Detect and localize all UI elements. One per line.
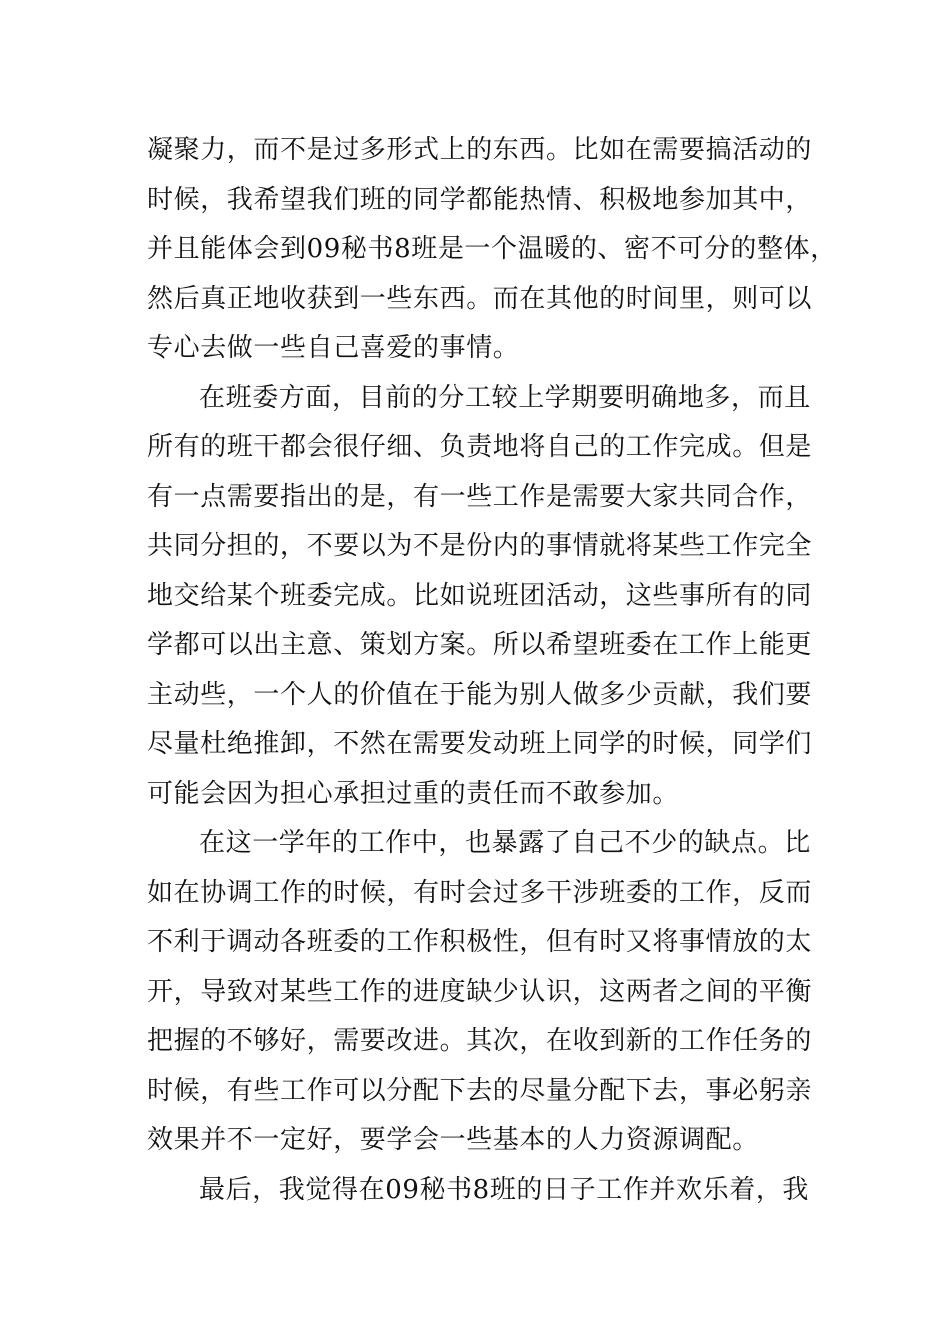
text-line: 效果并不一定好，要学会一些基本的人力资源调配。 [147,1125,759,1155]
document-body [147,126,837,1215]
text-line: 时候，有些工作可以分配下去的尽量分配下去，事必躬亲 [147,1075,813,1106]
text-line: 主动些，一个人的价值在于能为别人做多少贡献，我们要 [147,679,813,710]
text-line: 如在协调工作的时候，有时会过多干涉班委的工作，反而 [147,877,813,908]
text-line: 然后真正地收获到一些东西。而在其他的时间里，则可以 [147,283,813,314]
text-line: 共同分担的，不要以为不是份内的事情就将某些工作完全 [147,531,813,561]
text-line: 专心去做一些自己喜爱的事情。 [147,333,520,363]
paragraph-first-line: 最后，我觉得在09秘书8班的日子工作并欢乐着，我 [199,1174,810,1205]
text-line: 凝聚力，而不是过多形式上的东西。比如在需要搞活动的 [147,135,813,165]
text-line: 不利于调动各班委的工作积极性，但有时又将事情放的太 [147,927,813,957]
text-line: 开，导致对某些工作的进度缺少认识，这两者之间的平衡 [147,976,813,1007]
text-line: 尽量杜绝推卸，不然在需要发动班上同学的时候，同学们 [147,729,813,759]
text-line: 学都可以出主意、策划方案。所以希望班委在工作上能更 [147,630,813,660]
text-line: 所有的班干都会很仔细、负责地将自己的工作完成。但是 [147,432,813,462]
text-line: 地交给某个班委完成。比如说班团活动，这些事所有的同 [147,580,813,611]
text-line: 时候，我希望我们班的同学都能热情、积极地参加其中， [147,184,813,215]
text-line: 并且能体会到09秘书8班是一个温暖的、密不可分的整体， [147,234,837,264]
paragraph-first-line: 在班委方面，目前的分工较上学期要明确地多，而且 [199,382,811,413]
paragraph-first-line: 在这一学年的工作中，也暴露了自己不少的缺点。比 [199,828,811,858]
text-line: 把握的不够好，需要改进。其次，在收到新的工作任务的 [147,1026,813,1056]
text-line: 有一点需要指出的是，有一些工作是需要大家共同合作， [147,481,813,512]
text-line: 可能会因为担心承担过重的责任而不敢参加。 [147,778,680,809]
